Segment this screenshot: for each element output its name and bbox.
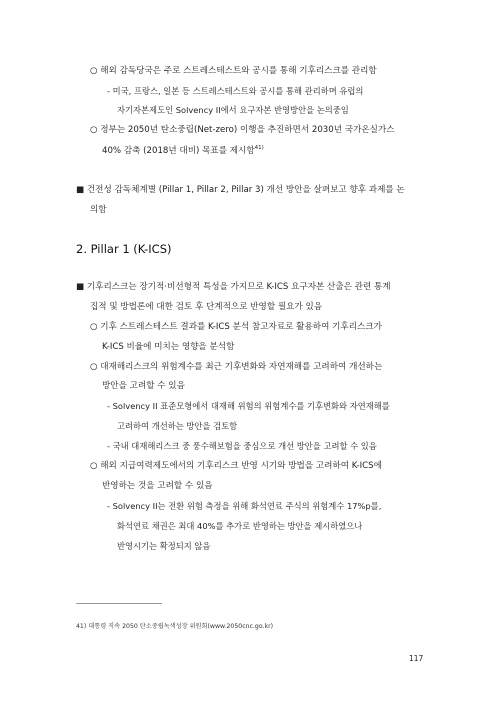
bullet-circle-line: ○ 정부는 2050년 탄소중립(Net-zero) 이행을 추진하면서 2030년 국가온실가스 — [90, 125, 395, 135]
dash-line-cont: 고려하여 개선하는 방안을 검토함 — [117, 421, 238, 431]
dash-line-cont: 화석연료 채권은 최대 40%를 추가로 반영하는 방안을 제시하였으나 — [117, 521, 363, 531]
bullet-square-line: ■ 기후리스크는 장기적·비선형적 특성을 가지므로 K-ICS 요구자본 산출은 관련 통계 — [76, 282, 391, 292]
text-span: 40% 감축 (2018년 대비) 목표를 제시함 — [102, 145, 255, 156]
dash-line-cont: 반영시기는 확정되지 않음 — [117, 541, 211, 551]
bullet-circle-line: ○ 대재해리스크의 위험계수를 최근 기후변화와 자연재해를 고려하여 개선하는 — [90, 362, 383, 372]
footnote: 41) 대통령 직속 2050 탄소중립녹색성장 위원회(www.2050cnc.go.kr) — [76, 623, 274, 630]
bullet-circle-line: ○ 해외 감독당국은 주로 스트레스테스트와 공시를 통해 기후리스크를 관리함 — [90, 66, 377, 76]
page-number: 117 — [409, 654, 424, 663]
bullet-square-cont: 의함 — [90, 205, 107, 215]
bullet-circle-cont — [102, 145, 264, 157]
bullet-circle-cont: K-ICS 비율에 미치는 영향을 분석함 — [102, 342, 235, 352]
bullet-square-cont: 집적 및 방법론에 대한 검토 후 단계적으로 반영할 필요가 있음 — [90, 302, 323, 312]
footnote-divider — [76, 603, 162, 604]
bullet-circle-cont: 방안을 고려할 수 있음 — [102, 381, 185, 391]
dash-line: - Solvency II는 전환 위험 측정을 위해 화석연료 주식의 위험계수 17%p를, — [107, 501, 382, 511]
section-heading: 2. Pillar 1 (K-ICS) — [76, 242, 172, 256]
dash-line: - 국내 대재해리스크 중 풍수해보험을 중심으로 개선 방안을 고려할 수 있음 — [107, 441, 377, 451]
bullet-circle-line: ○ 해외 지급여력제도에서의 기후리스크 반영 시기와 방법을 고려하여 K-ICS에 — [90, 461, 382, 471]
dash-line-cont: 자기자본제도인 Solvency II에서 요구자본 반영방안을 논의중임 — [117, 105, 349, 115]
dash-line: - 미국, 프랑스, 일본 등 스트레스테스트와 공시를 통해 관리하며 유럽의 — [107, 86, 364, 96]
bullet-square-line: ■ 건전성 감독체계별 (Pillar 1, Pillar 2, Pillar 3) 개선 방안을 살펴보고 향후 과제를 논 — [76, 185, 405, 195]
footnote-ref: 41) — [254, 145, 264, 151]
dash-line: - Solvency II 표준모형에서 대재해 위험의 위험계수를 기후변화와 자연재해를 — [107, 401, 390, 411]
bullet-circle-line: ○ 기후 스트레스테스트 결과를 K-ICS 분석 참고자료로 활용하여 기후리스크가 — [90, 322, 382, 332]
bullet-circle-cont: 반영하는 것을 고려할 수 있음 — [102, 481, 213, 491]
